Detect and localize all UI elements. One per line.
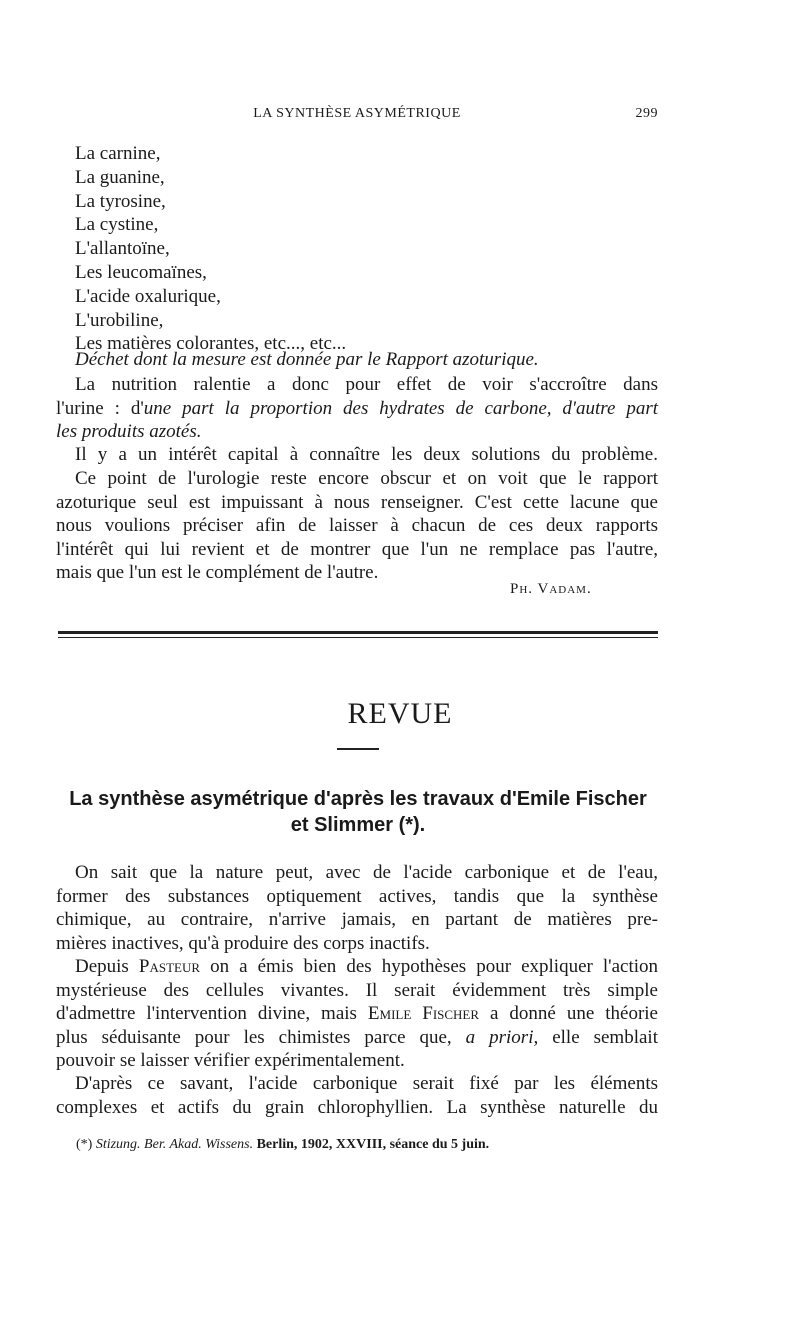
article-title-line: La synthèse asymétrique d'après les travaux d'Emile Fischer	[69, 788, 647, 810]
paragraph-line	[56, 955, 658, 979]
article-title-line: et Slimmer (*).	[290, 814, 426, 836]
paragraph-line: mystérieuse des cellules vivantes. Il serait évidemment très simple	[56, 979, 658, 1001]
section-heading: REVUE	[347, 697, 453, 730]
text-run: on a émis bien des hypothèses pour expliquer l'action	[200, 956, 659, 977]
paragraph-interet	[56, 443, 658, 467]
paragraph-urologie	[56, 467, 658, 585]
paragraph-line: pouvoir se laisser vérifier expérimentalement.	[56, 1050, 405, 1071]
author-signature: Ph. Vadam.	[510, 581, 592, 597]
footnote	[76, 1137, 489, 1153]
paragraph-line: La nutrition ralentie a donc pour effet de voir s'accroître dans	[75, 374, 658, 395]
running-header	[56, 106, 658, 128]
list-item: La guanine,	[75, 166, 165, 188]
paragraph-line: l'intérêt qui lui revient et de montrer que l'un ne remplace pas l'autre,	[56, 538, 658, 560]
list-item: La tyrosine,	[75, 190, 166, 212]
list-item: Les leucomaïnes,	[75, 261, 207, 283]
article-title	[56, 786, 660, 838]
footnote-journal: Stizung. Ber. Akad. Wissens.	[95, 1137, 254, 1152]
separator-rule-thick	[58, 631, 658, 634]
paragraph-nature	[56, 861, 658, 955]
list-item: L'acide oxalurique,	[75, 285, 221, 307]
separator-rule-thin	[58, 637, 658, 638]
paragraph-line: complexes et actifs du grain chlorophyllien. La synthèse naturelle du	[56, 1096, 658, 1118]
text-run: plus séduisante pour les chimistes parce que,	[56, 1026, 466, 1048]
list-item: La carnine,	[75, 143, 161, 164]
paragraph-line: nous voulions préciser afin de laisser à chacun de ces deux rapports	[56, 515, 658, 536]
paragraph-pasteur	[56, 955, 658, 1073]
person-name: Emile Fischer	[367, 1003, 480, 1024]
list-item: L'urobiline,	[75, 309, 164, 331]
page-number: 299	[635, 106, 658, 121]
footnote-mark: (*)	[76, 1137, 96, 1152]
heading-rule	[337, 748, 379, 750]
list-item: L'allantoïne,	[75, 238, 170, 260]
paragraph-line	[56, 397, 658, 421]
paragraph-line: les produits azotés.	[56, 421, 202, 442]
paragraph-line	[56, 1026, 658, 1050]
paragraph-line: Il y a un intérêt capital à connaître les deux solutions du problème.	[75, 444, 658, 465]
paragraph-line: mières inactives, qu'à produire des corps inactifs.	[56, 932, 430, 954]
paragraph-line: On sait que la nature peut, avec de l'acide carbonique et de l'eau,	[75, 862, 658, 883]
paragraph-line: D'après ce savant, l'acide carbonique serait fixé par les éléments	[75, 1073, 658, 1094]
italic-run: une part la proportion des hydrates de carbone, d'autre part	[143, 397, 658, 419]
text-run: a donné une théorie	[479, 1003, 658, 1024]
dechet-line: Déchet dont la mesure est donnée par le Rapport azoturique.	[75, 349, 539, 370]
text-run: l'urine : d'	[56, 397, 144, 419]
paragraph-line: azoturique seul est impuissant à nous renseigner. C'est cette lacune que	[56, 491, 658, 513]
paragraph-nutrition	[56, 373, 658, 444]
list-item: Les matières colorantes, etc..., etc...	[75, 333, 347, 355]
substance-list	[75, 142, 346, 356]
paragraph-line: mais que l'un est le complément de l'autre.	[56, 562, 379, 583]
paragraph-line	[56, 1002, 658, 1026]
person-name: Pasteur	[138, 956, 201, 977]
paragraph-line: chimique, au contraire, n'arrive jamais, en partant de matières pre-	[56, 909, 658, 930]
text-run: elle semblait	[538, 1026, 658, 1048]
running-title: LA SYNTHÈSE ASYMÉTRIQUE	[253, 106, 461, 121]
paragraph-savant	[56, 1072, 658, 1119]
paragraph-line: former des substances optiquement actives, tandis que la synthèse	[56, 885, 658, 907]
footnote-reference: Berlin, 1902, XXVIII, séance du 5 juin.	[253, 1137, 490, 1152]
italic-run: a priori,	[465, 1026, 539, 1048]
list-item: La cystine,	[75, 214, 159, 236]
text-run: d'admettre l'intervention divine, mais	[56, 1003, 368, 1024]
text-run: Depuis	[75, 956, 139, 977]
paragraph-line: Ce point de l'urologie reste encore obscur et on voit que le rapport	[75, 468, 658, 489]
